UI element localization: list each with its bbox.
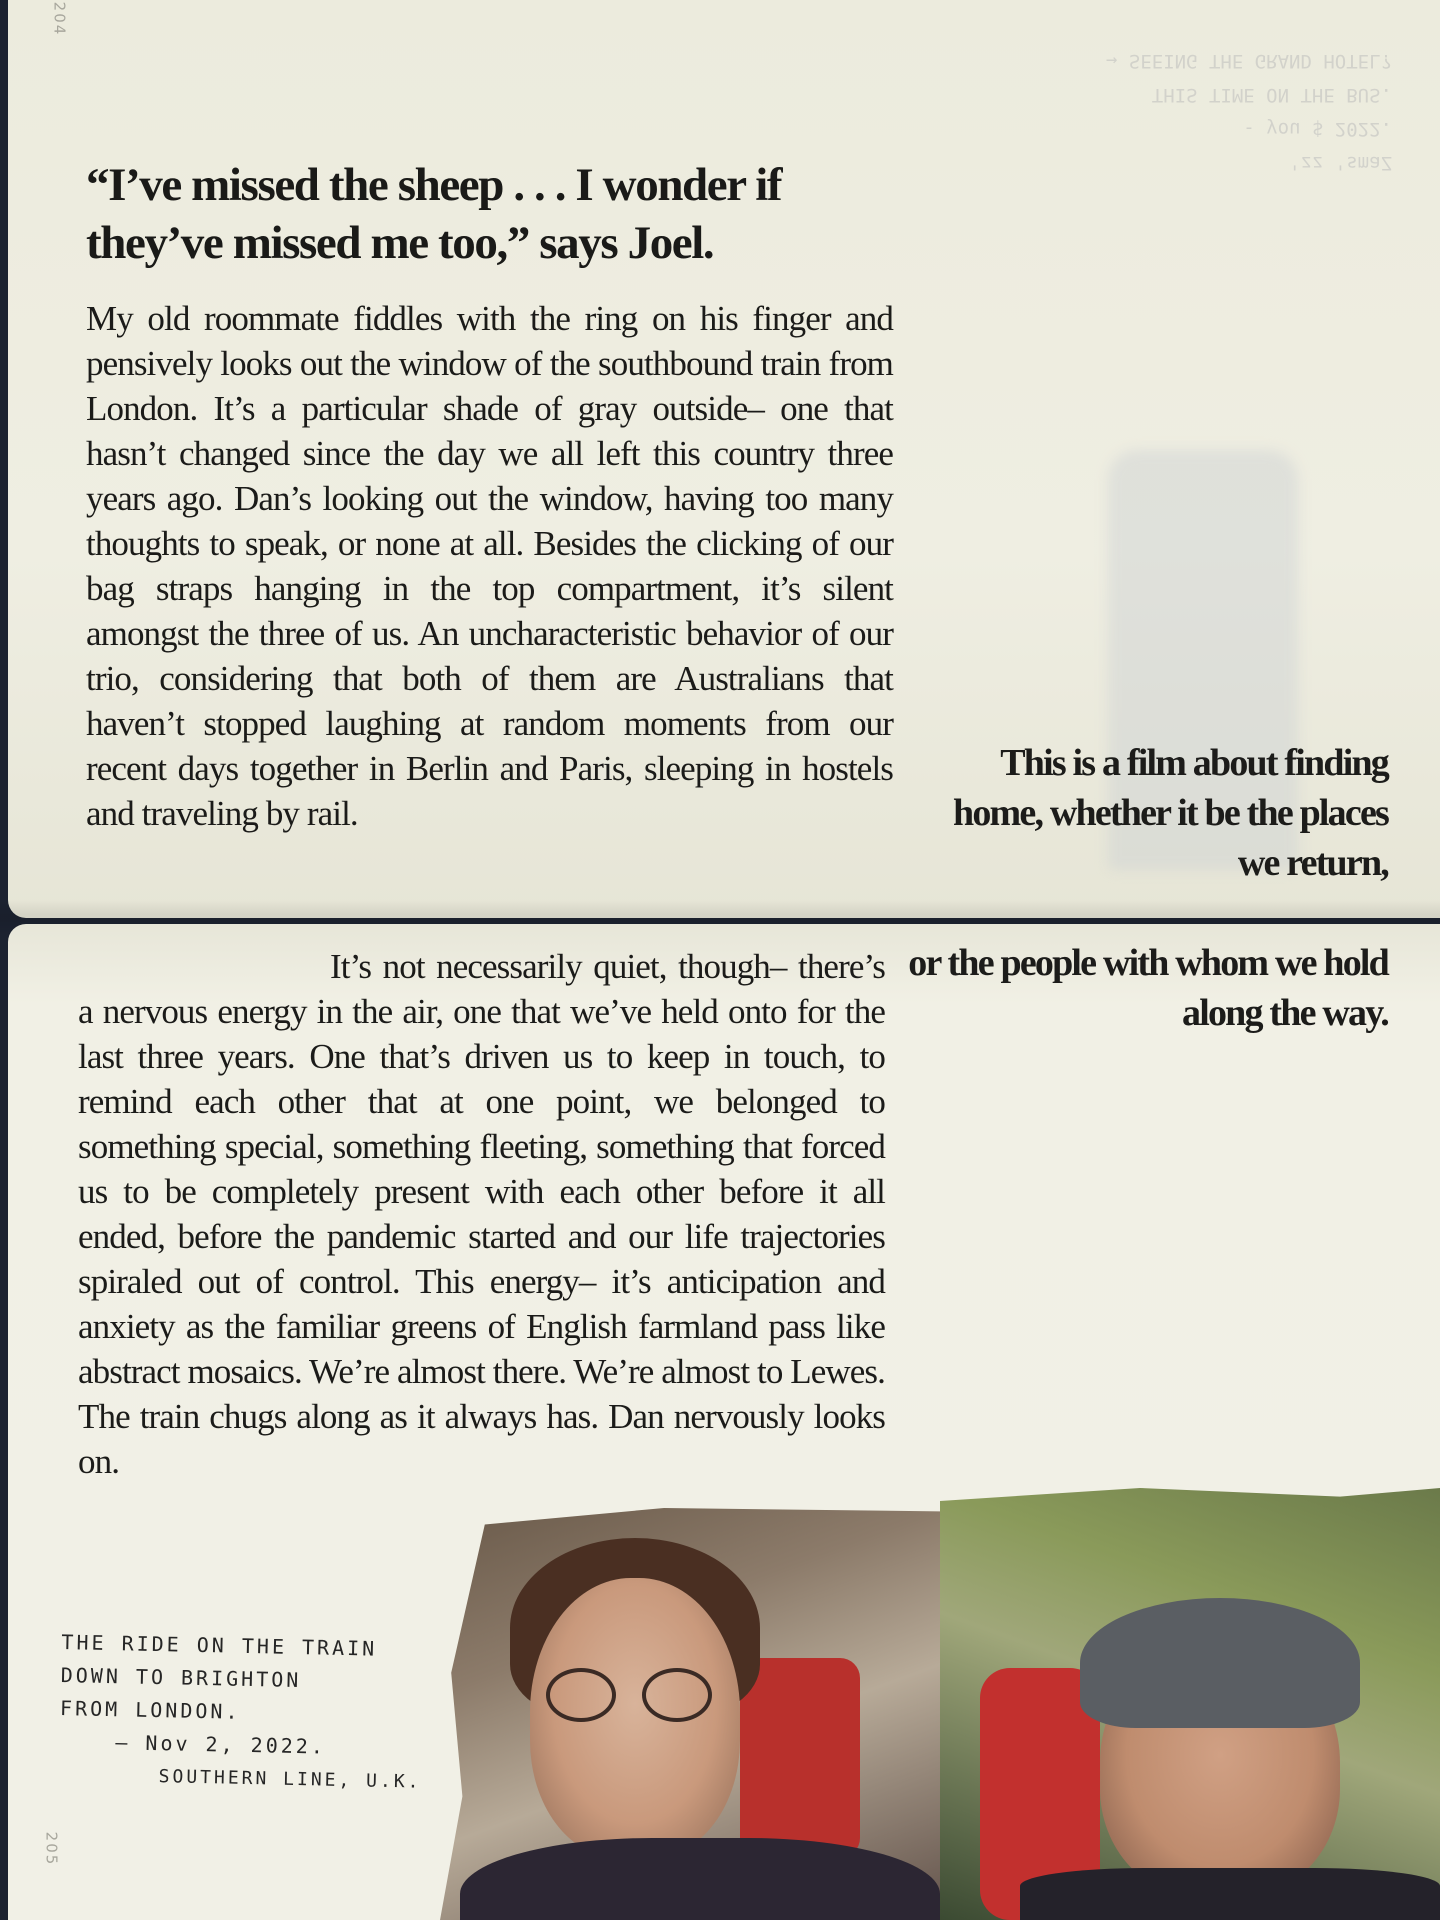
photo-collage [440, 1448, 1440, 1920]
caption-date: – Nov 2, 2022. [115, 1730, 327, 1759]
face [530, 1578, 740, 1858]
page-number-top: 204 [50, 1, 69, 37]
person-with-glasses-photo [440, 1508, 1000, 1920]
ghost-line: THIS TIME ON THE BUS. [1151, 84, 1392, 106]
train-seat [740, 1658, 860, 1858]
caption-line: DOWN TO BRIGHTON [60, 1663, 302, 1693]
ghost-line: - you $ 2022. [1243, 118, 1392, 140]
page-left-top [8, 0, 1440, 918]
glasses-icon [546, 1668, 726, 1714]
ghost-line: → SEEING THE GRAND HOTEL? [1106, 50, 1392, 72]
person-in-beanie-photo [940, 1488, 1440, 1920]
jacket [1020, 1868, 1440, 1920]
page-number-bottom: 205 [42, 1831, 61, 1867]
caption-location: SOUTHERN LINE, U.K. [158, 1766, 422, 1793]
beanie [1080, 1598, 1360, 1728]
body-paragraph-1: My old roommate fiddles with the ring on his finger and pensively looks out the window of the southbound train from London. It’s a particular shade of gray outside– one that hasn’t changed since the day we all left this country three years ago. Dan’s looking out the window, having too many thoughts to speak, or none at all. Besides the clicking of our bag straps hanging in the top compartment, it’s silent amongst the three of us. An uncharacteristic behavior of our trio, considering that both of them are Australians that haven’t stopped laughing at random moments from our recent days together in Berlin and Paris, sleeping in hostels and traveling by rail. [86, 299, 893, 833]
headline: “I’ve missed the sheep . . . I wonder if they’ve missed me too,” says Joel. [86, 159, 782, 269]
shirt [460, 1838, 940, 1920]
show-through-handwriting [1052, 44, 1392, 180]
body-paragraph-2: It’s not necessarily quiet, though– there’s a nervous energy in the air, one that we’ve held onto for the last three years. One that’s driven us to keep in touch, to remind each other that at one point, we belonged to something special, something fleeting, something that forced us to be completely present with each other before it all ended, before the pandemic started and our life trajectories spiraled out of control. This energy– it’s anticipation and anxiety as the familiar greens of English farmland pass like abstract mosaics. We’re almost there. We’re almost to Lewes. The train chugs along as it always has. Dan nervously looks on. [78, 947, 885, 1481]
pull-quote-part-1: This is a film about finding home, whether it be the places we return, [952, 742, 1388, 884]
pull-quote-part-2: or the people with whom we hold along the way. [908, 942, 1388, 1034]
caption-line: FROM LONDON. [59, 1696, 241, 1724]
caption-line: THE RIDE ON THE TRAIN [61, 1630, 378, 1661]
ghost-line: 'zz 'smaZ [1289, 152, 1392, 174]
handwritten-caption [58, 1626, 441, 1799]
